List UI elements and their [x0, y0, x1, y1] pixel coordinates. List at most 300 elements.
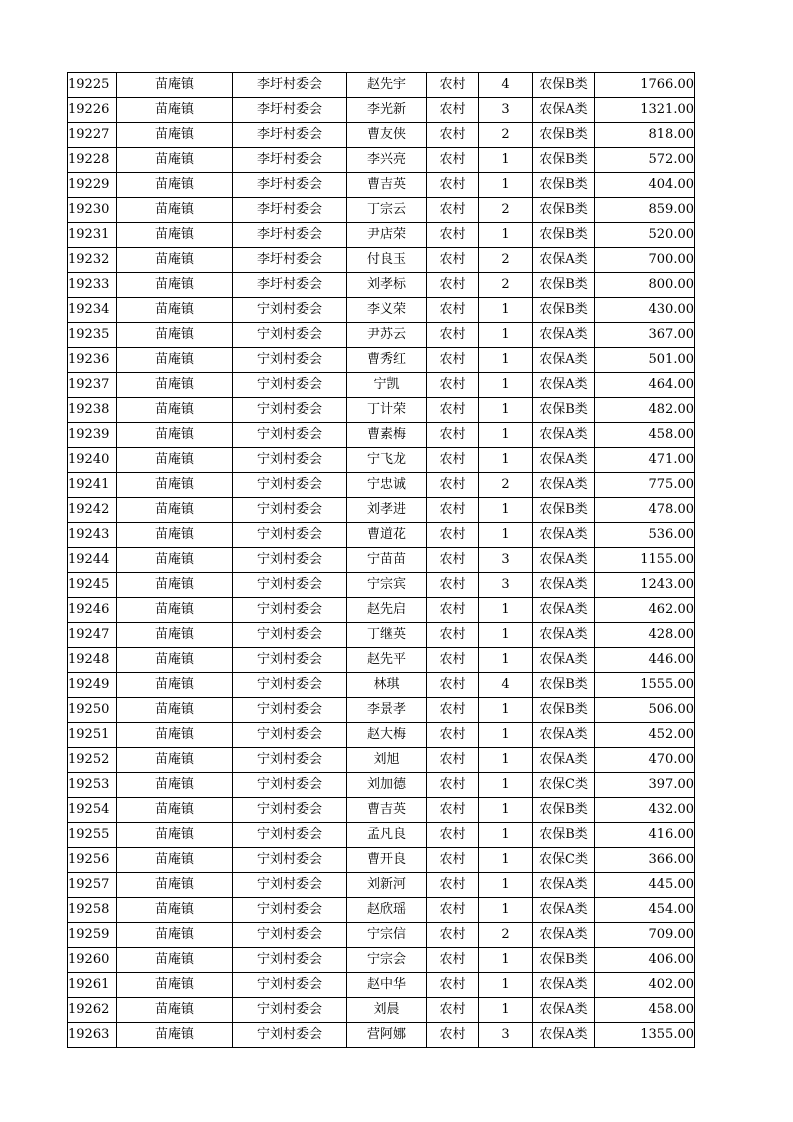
amount-cell: 446.00	[595, 648, 695, 673]
household-type-cell: 农村	[427, 348, 479, 373]
person-name-cell: 宁凯	[347, 373, 427, 398]
table-row	[68, 723, 695, 748]
person-name-cell: 赵欣瑶	[347, 898, 427, 923]
record-id-cell: 19249	[68, 673, 117, 698]
village-committee-cell: 宁刘村委会	[233, 948, 347, 973]
town-cell: 苗庵镇	[117, 998, 233, 1023]
member-count-cell: 1	[479, 998, 533, 1023]
record-id-cell: 19261	[68, 973, 117, 998]
record-id-cell: 19259	[68, 923, 117, 948]
table-row	[68, 523, 695, 548]
household-type-cell: 农村	[427, 598, 479, 623]
person-name-cell: 刘旭	[347, 748, 427, 773]
record-id-cell: 19233	[68, 273, 117, 298]
member-count-cell: 2	[479, 123, 533, 148]
village-committee-cell: 宁刘村委会	[233, 923, 347, 948]
household-type-cell: 农村	[427, 648, 479, 673]
person-name-cell: 宁苗苗	[347, 548, 427, 573]
insurance-category-cell: 农保A类	[533, 973, 595, 998]
insurance-category-cell: 农保B类	[533, 298, 595, 323]
person-name-cell: 营阿娜	[347, 1023, 427, 1048]
insurance-category-cell: 农保A类	[533, 1023, 595, 1048]
town-cell: 苗庵镇	[117, 948, 233, 973]
table-row	[68, 798, 695, 823]
record-id-cell: 19245	[68, 573, 117, 598]
amount-cell: 445.00	[595, 873, 695, 898]
member-count-cell: 1	[479, 973, 533, 998]
household-type-cell: 农村	[427, 998, 479, 1023]
household-type-cell: 农村	[427, 573, 479, 598]
record-id-cell: 19241	[68, 473, 117, 498]
amount-cell: 402.00	[595, 973, 695, 998]
village-committee-cell: 宁刘村委会	[233, 573, 347, 598]
record-id-cell: 19235	[68, 323, 117, 348]
member-count-cell: 2	[479, 198, 533, 223]
member-count-cell: 1	[479, 823, 533, 848]
amount-cell: 428.00	[595, 623, 695, 648]
town-cell: 苗庵镇	[117, 523, 233, 548]
insurance-category-cell: 农保A类	[533, 873, 595, 898]
amount-cell: 458.00	[595, 423, 695, 448]
member-count-cell: 1	[479, 773, 533, 798]
town-cell: 苗庵镇	[117, 373, 233, 398]
household-type-cell: 农村	[427, 523, 479, 548]
household-type-cell: 农村	[427, 773, 479, 798]
amount-cell: 430.00	[595, 298, 695, 323]
record-id-cell: 19240	[68, 448, 117, 473]
amount-cell: 471.00	[595, 448, 695, 473]
village-committee-cell: 宁刘村委会	[233, 373, 347, 398]
record-id-cell: 19252	[68, 748, 117, 773]
person-name-cell: 赵先宇	[347, 73, 427, 98]
table-row	[68, 598, 695, 623]
household-type-cell: 农村	[427, 498, 479, 523]
household-type-cell: 农村	[427, 373, 479, 398]
table-row	[68, 673, 695, 698]
table-row	[68, 348, 695, 373]
insurance-category-cell: 农保A类	[533, 348, 595, 373]
record-id-cell: 19247	[68, 623, 117, 648]
village-committee-cell: 李圩村委会	[233, 98, 347, 123]
table-row	[68, 73, 695, 98]
person-name-cell: 李义荣	[347, 298, 427, 323]
amount-cell: 1766.00	[595, 73, 695, 98]
insurance-category-cell: 农保C类	[533, 848, 595, 873]
village-committee-cell: 李圩村委会	[233, 198, 347, 223]
household-type-cell: 农村	[427, 723, 479, 748]
village-committee-cell: 宁刘村委会	[233, 698, 347, 723]
household-type-cell: 农村	[427, 148, 479, 173]
town-cell: 苗庵镇	[117, 848, 233, 873]
member-count-cell: 1	[479, 898, 533, 923]
household-type-cell: 农村	[427, 273, 479, 298]
record-id-cell: 19242	[68, 498, 117, 523]
town-cell: 苗庵镇	[117, 348, 233, 373]
record-id-cell: 19229	[68, 173, 117, 198]
record-id-cell: 19226	[68, 98, 117, 123]
record-id-cell: 19244	[68, 548, 117, 573]
amount-cell: 1155.00	[595, 548, 695, 573]
town-cell: 苗庵镇	[117, 748, 233, 773]
village-committee-cell: 宁刘村委会	[233, 598, 347, 623]
insurance-category-cell: 农保B类	[533, 73, 595, 98]
town-cell: 苗庵镇	[117, 73, 233, 98]
village-committee-cell: 宁刘村委会	[233, 848, 347, 873]
person-name-cell: 孟凡良	[347, 823, 427, 848]
amount-cell: 366.00	[595, 848, 695, 873]
table-row	[68, 648, 695, 673]
record-id-cell: 19256	[68, 848, 117, 873]
village-committee-cell: 李圩村委会	[233, 273, 347, 298]
person-name-cell: 尹店荣	[347, 223, 427, 248]
village-committee-cell: 宁刘村委会	[233, 723, 347, 748]
member-count-cell: 1	[479, 848, 533, 873]
household-type-cell: 农村	[427, 548, 479, 573]
person-name-cell: 曹道花	[347, 523, 427, 548]
town-cell: 苗庵镇	[117, 98, 233, 123]
table-row	[68, 848, 695, 873]
insurance-category-cell: 农保B类	[533, 673, 595, 698]
member-count-cell: 1	[479, 173, 533, 198]
person-name-cell: 曹开良	[347, 848, 427, 873]
record-id-cell: 19239	[68, 423, 117, 448]
insurance-category-cell: 农保A类	[533, 473, 595, 498]
village-committee-cell: 宁刘村委会	[233, 498, 347, 523]
town-cell: 苗庵镇	[117, 323, 233, 348]
record-id-cell: 19251	[68, 723, 117, 748]
household-type-cell: 农村	[427, 973, 479, 998]
town-cell: 苗庵镇	[117, 173, 233, 198]
record-id-cell: 19250	[68, 698, 117, 723]
table-row	[68, 973, 695, 998]
town-cell: 苗庵镇	[117, 673, 233, 698]
village-committee-cell: 宁刘村委会	[233, 648, 347, 673]
household-type-cell: 农村	[427, 473, 479, 498]
household-type-cell: 农村	[427, 198, 479, 223]
household-type-cell: 农村	[427, 798, 479, 823]
village-committee-cell: 宁刘村委会	[233, 298, 347, 323]
town-cell: 苗庵镇	[117, 1023, 233, 1048]
record-id-cell: 19253	[68, 773, 117, 798]
record-id-cell: 19260	[68, 948, 117, 973]
household-type-cell: 农村	[427, 873, 479, 898]
member-count-cell: 1	[479, 323, 533, 348]
member-count-cell: 2	[479, 473, 533, 498]
person-name-cell: 曹秀红	[347, 348, 427, 373]
amount-cell: 536.00	[595, 523, 695, 548]
member-count-cell: 1	[479, 598, 533, 623]
town-cell: 苗庵镇	[117, 548, 233, 573]
table-row	[68, 173, 695, 198]
amount-cell: 1555.00	[595, 673, 695, 698]
person-name-cell: 赵大梅	[347, 723, 427, 748]
amount-cell: 501.00	[595, 348, 695, 373]
table-row	[68, 123, 695, 148]
record-id-cell: 19236	[68, 348, 117, 373]
household-type-cell: 农村	[427, 748, 479, 773]
member-count-cell: 3	[479, 573, 533, 598]
table-row	[68, 273, 695, 298]
household-type-cell: 农村	[427, 673, 479, 698]
person-name-cell: 宁忠诚	[347, 473, 427, 498]
household-type-cell: 农村	[427, 298, 479, 323]
amount-cell: 432.00	[595, 798, 695, 823]
record-id-cell: 19254	[68, 798, 117, 823]
household-type-cell: 农村	[427, 423, 479, 448]
amount-cell: 859.00	[595, 198, 695, 223]
person-name-cell: 林琪	[347, 673, 427, 698]
amount-cell: 454.00	[595, 898, 695, 923]
person-name-cell: 丁计荣	[347, 398, 427, 423]
village-committee-cell: 李圩村委会	[233, 123, 347, 148]
village-committee-cell: 宁刘村委会	[233, 623, 347, 648]
person-name-cell: 丁宗云	[347, 198, 427, 223]
member-count-cell: 1	[479, 373, 533, 398]
town-cell: 苗庵镇	[117, 598, 233, 623]
table-row	[68, 773, 695, 798]
insurance-category-cell: 农保B类	[533, 823, 595, 848]
insurance-category-cell: 农保A类	[533, 423, 595, 448]
town-cell: 苗庵镇	[117, 398, 233, 423]
town-cell: 苗庵镇	[117, 298, 233, 323]
insurance-category-cell: 农保A类	[533, 898, 595, 923]
record-id-cell: 19232	[68, 248, 117, 273]
insurance-category-cell: 农保B类	[533, 123, 595, 148]
household-type-cell: 农村	[427, 98, 479, 123]
member-count-cell: 1	[479, 348, 533, 373]
record-id-cell: 19225	[68, 73, 117, 98]
insurance-category-cell: 农保A类	[533, 573, 595, 598]
person-name-cell: 李光新	[347, 98, 427, 123]
person-name-cell: 赵先平	[347, 648, 427, 673]
amount-cell: 818.00	[595, 123, 695, 148]
household-type-cell: 农村	[427, 698, 479, 723]
insurance-category-cell: 农保B类	[533, 948, 595, 973]
table-row	[68, 623, 695, 648]
record-id-cell: 19227	[68, 123, 117, 148]
insurance-category-cell: 农保A类	[533, 648, 595, 673]
member-count-cell: 4	[479, 673, 533, 698]
amount-cell: 452.00	[595, 723, 695, 748]
town-cell: 苗庵镇	[117, 223, 233, 248]
town-cell: 苗庵镇	[117, 473, 233, 498]
village-committee-cell: 李圩村委会	[233, 173, 347, 198]
amount-cell: 464.00	[595, 373, 695, 398]
town-cell: 苗庵镇	[117, 423, 233, 448]
table-row	[68, 698, 695, 723]
person-name-cell: 宁宗信	[347, 923, 427, 948]
member-count-cell: 1	[479, 498, 533, 523]
household-type-cell: 农村	[427, 123, 479, 148]
insurance-category-cell: 农保A类	[533, 373, 595, 398]
person-name-cell: 曹吉英	[347, 173, 427, 198]
table-row	[68, 473, 695, 498]
member-count-cell: 4	[479, 73, 533, 98]
table-row	[68, 448, 695, 473]
member-count-cell: 1	[479, 148, 533, 173]
amount-cell: 367.00	[595, 323, 695, 348]
person-name-cell: 刘孝进	[347, 498, 427, 523]
record-id-cell: 19258	[68, 898, 117, 923]
amount-cell: 478.00	[595, 498, 695, 523]
insurance-category-cell: 农保B类	[533, 698, 595, 723]
insurance-category-cell: 农保C类	[533, 773, 595, 798]
insurance-category-cell: 农保B类	[533, 173, 595, 198]
record-id-cell: 19237	[68, 373, 117, 398]
table-body	[68, 73, 695, 1048]
insurance-category-cell: 农保B类	[533, 498, 595, 523]
person-name-cell: 赵先启	[347, 598, 427, 623]
member-count-cell: 1	[479, 798, 533, 823]
table-row	[68, 398, 695, 423]
amount-cell: 406.00	[595, 948, 695, 973]
table-row	[68, 998, 695, 1023]
insurance-category-cell: 农保A类	[533, 548, 595, 573]
amount-cell: 416.00	[595, 823, 695, 848]
amount-cell: 520.00	[595, 223, 695, 248]
table-row	[68, 323, 695, 348]
town-cell: 苗庵镇	[117, 798, 233, 823]
person-name-cell: 赵中华	[347, 973, 427, 998]
town-cell: 苗庵镇	[117, 648, 233, 673]
record-id-cell: 19234	[68, 298, 117, 323]
amount-cell: 572.00	[595, 148, 695, 173]
amount-cell: 709.00	[595, 923, 695, 948]
member-count-cell: 1	[479, 223, 533, 248]
member-count-cell: 3	[479, 548, 533, 573]
household-type-cell: 农村	[427, 898, 479, 923]
amount-cell: 397.00	[595, 773, 695, 798]
record-id-cell: 19228	[68, 148, 117, 173]
beneficiary-table	[67, 72, 695, 1048]
insurance-category-cell: 农保A类	[533, 523, 595, 548]
record-id-cell: 19231	[68, 223, 117, 248]
table-row	[68, 498, 695, 523]
person-name-cell: 宁宗宾	[347, 573, 427, 598]
person-name-cell: 刘加德	[347, 773, 427, 798]
insurance-category-cell: 农保B类	[533, 398, 595, 423]
person-name-cell: 曹友侠	[347, 123, 427, 148]
town-cell: 苗庵镇	[117, 498, 233, 523]
record-id-cell: 19243	[68, 523, 117, 548]
household-type-cell: 农村	[427, 948, 479, 973]
household-type-cell: 农村	[427, 73, 479, 98]
amount-cell: 800.00	[595, 273, 695, 298]
amount-cell: 1243.00	[595, 573, 695, 598]
amount-cell: 1355.00	[595, 1023, 695, 1048]
table-row	[68, 373, 695, 398]
household-type-cell: 农村	[427, 248, 479, 273]
insurance-category-cell: 农保A类	[533, 723, 595, 748]
amount-cell: 1321.00	[595, 98, 695, 123]
village-committee-cell: 宁刘村委会	[233, 323, 347, 348]
person-name-cell: 宁飞龙	[347, 448, 427, 473]
person-name-cell: 曹素梅	[347, 423, 427, 448]
household-type-cell: 农村	[427, 223, 479, 248]
household-type-cell: 农村	[427, 173, 479, 198]
village-committee-cell: 宁刘村委会	[233, 348, 347, 373]
table-row	[68, 1023, 695, 1048]
table-row	[68, 298, 695, 323]
village-committee-cell: 宁刘村委会	[233, 548, 347, 573]
member-count-cell: 2	[479, 923, 533, 948]
household-type-cell: 农村	[427, 398, 479, 423]
amount-cell: 458.00	[595, 998, 695, 1023]
household-type-cell: 农村	[427, 848, 479, 873]
village-committee-cell: 宁刘村委会	[233, 873, 347, 898]
member-count-cell: 1	[479, 723, 533, 748]
insurance-category-cell: 农保A类	[533, 923, 595, 948]
amount-cell: 775.00	[595, 473, 695, 498]
village-committee-cell: 李圩村委会	[233, 73, 347, 98]
village-committee-cell: 宁刘村委会	[233, 748, 347, 773]
person-name-cell: 尹苏云	[347, 323, 427, 348]
village-committee-cell: 宁刘村委会	[233, 823, 347, 848]
insurance-category-cell: 农保A类	[533, 323, 595, 348]
member-count-cell: 1	[479, 873, 533, 898]
person-name-cell: 刘晨	[347, 998, 427, 1023]
member-count-cell: 1	[479, 523, 533, 548]
town-cell: 苗庵镇	[117, 898, 233, 923]
table-row	[68, 898, 695, 923]
table-row	[68, 248, 695, 273]
village-committee-cell: 宁刘村委会	[233, 398, 347, 423]
household-type-cell: 农村	[427, 623, 479, 648]
town-cell: 苗庵镇	[117, 623, 233, 648]
table-row	[68, 573, 695, 598]
amount-cell: 462.00	[595, 598, 695, 623]
household-type-cell: 农村	[427, 923, 479, 948]
table-row	[68, 923, 695, 948]
insurance-category-cell: 农保B类	[533, 198, 595, 223]
town-cell: 苗庵镇	[117, 148, 233, 173]
village-committee-cell: 宁刘村委会	[233, 473, 347, 498]
person-name-cell: 曹吉英	[347, 798, 427, 823]
member-count-cell: 1	[479, 948, 533, 973]
village-committee-cell: 李圩村委会	[233, 223, 347, 248]
town-cell: 苗庵镇	[117, 448, 233, 473]
record-id-cell: 19230	[68, 198, 117, 223]
village-committee-cell: 宁刘村委会	[233, 973, 347, 998]
amount-cell: 700.00	[595, 248, 695, 273]
insurance-category-cell: 农保A类	[533, 598, 595, 623]
person-name-cell: 丁继英	[347, 623, 427, 648]
town-cell: 苗庵镇	[117, 198, 233, 223]
town-cell: 苗庵镇	[117, 873, 233, 898]
town-cell: 苗庵镇	[117, 573, 233, 598]
village-committee-cell: 宁刘村委会	[233, 898, 347, 923]
insurance-category-cell: 农保A类	[533, 623, 595, 648]
member-count-cell: 3	[479, 1023, 533, 1048]
record-id-cell: 19262	[68, 998, 117, 1023]
village-committee-cell: 宁刘村委会	[233, 1023, 347, 1048]
town-cell: 苗庵镇	[117, 248, 233, 273]
amount-cell: 404.00	[595, 173, 695, 198]
insurance-category-cell: 农保A类	[533, 98, 595, 123]
amount-cell: 506.00	[595, 698, 695, 723]
table-row	[68, 198, 695, 223]
record-id-cell: 19246	[68, 598, 117, 623]
village-committee-cell: 宁刘村委会	[233, 798, 347, 823]
village-committee-cell: 宁刘村委会	[233, 448, 347, 473]
insurance-category-cell: 农保A类	[533, 998, 595, 1023]
member-count-cell: 3	[479, 98, 533, 123]
member-count-cell: 2	[479, 273, 533, 298]
village-committee-cell: 宁刘村委会	[233, 773, 347, 798]
insurance-category-cell: 农保B类	[533, 273, 595, 298]
member-count-cell: 1	[479, 423, 533, 448]
town-cell: 苗庵镇	[117, 123, 233, 148]
